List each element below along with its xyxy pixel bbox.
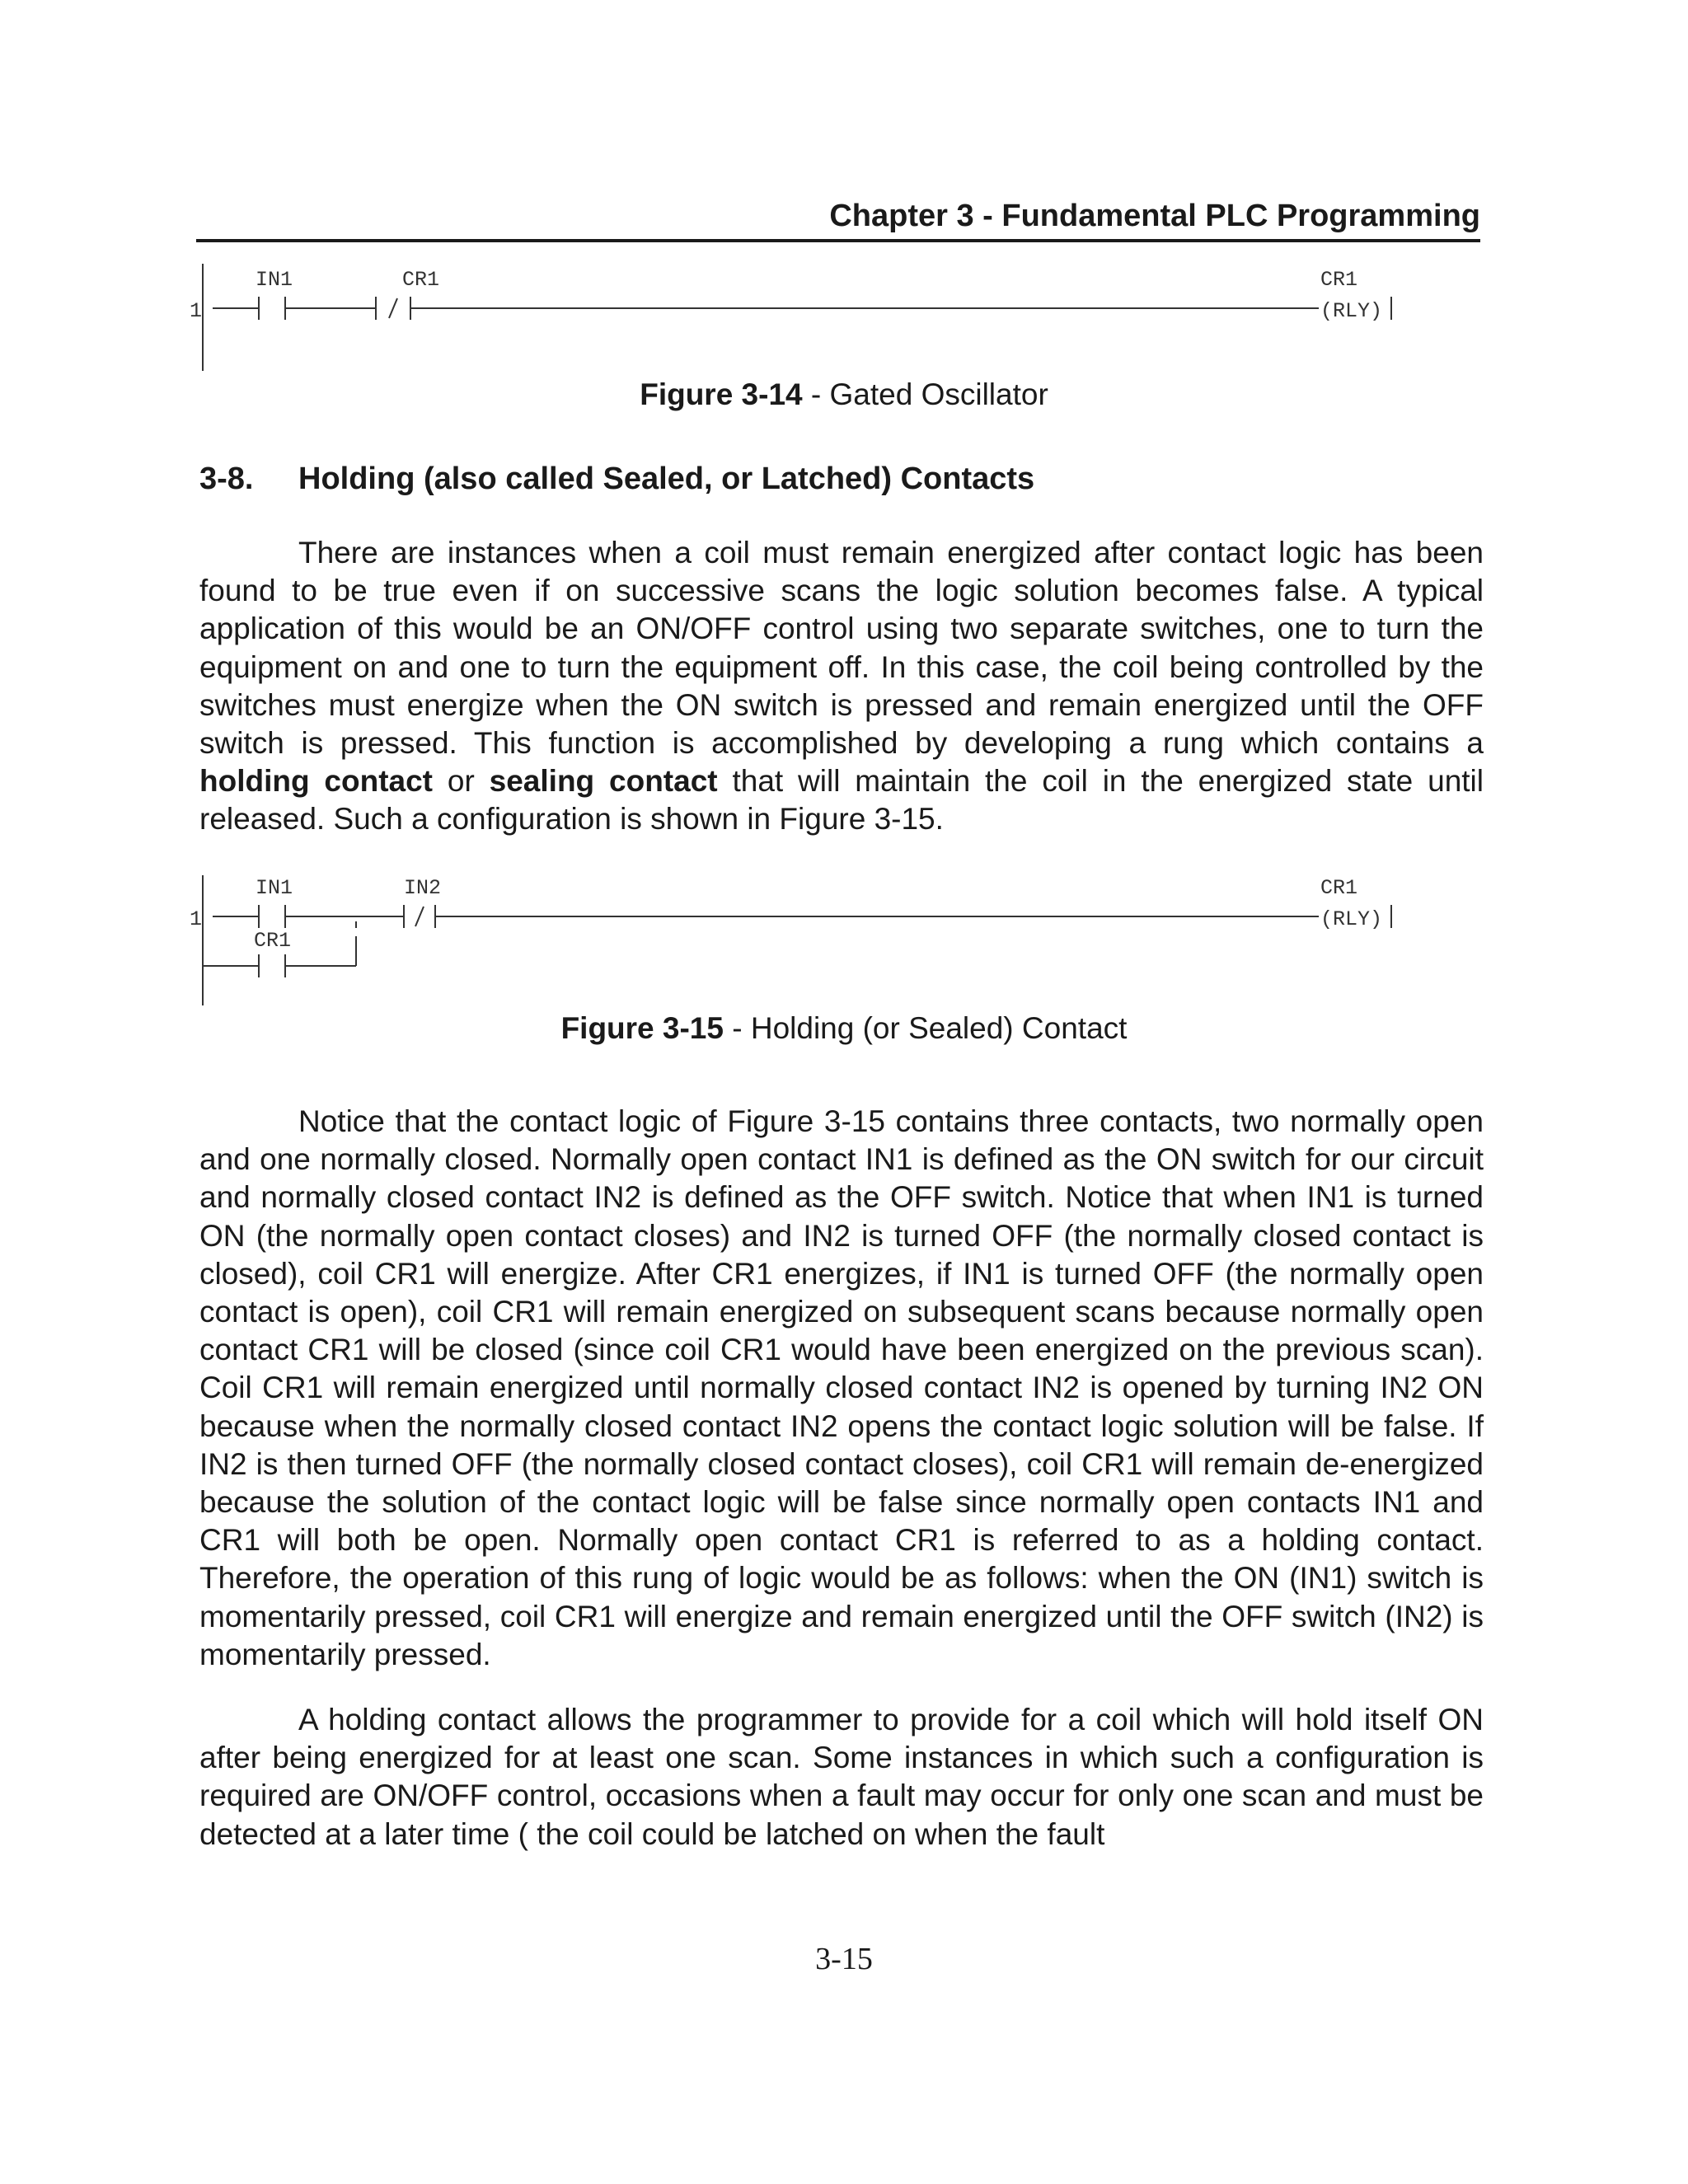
rung-number: 1 <box>190 299 203 323</box>
figure-3-14-caption <box>0 376 1688 414</box>
header-rule <box>196 239 1480 242</box>
paragraph-2: Notice that the contact logic of Figure 3-15 contains three contacts, two normally open and one normally closed. Normally open contact IN1 is defined as the ON switch for our circuit and normally closed contact IN2 is defined as the OFF switch. Notice that when IN1 is turned ON (the normally open contact closes) and IN2 is turned OFF (the normally closed contact is closed), coil CR1 will energize. After CR1 energizes, if IN1 is turned OFF (the normally open contact is open), coil CR1 will remain energized on subsequent scans because normally open contact CR1 will be closed (since coil CR1 would have been energized on the previous scan). Coil CR1 will remain energized until normally closed contact IN2 is opened by turning IN2 ON because when the normally closed contact IN2 opens the contact logic solution will be false. If IN2 is then turned OFF (the normally closed contact closes), coil CR1 will remain de-energized because the solution of the contact logic will be false since normally open contacts IN1 and CR1 will both be open. Normally open contact CR1 is referred to as a holding contact. Therefore, the operation of this rung of logic would be as follows: when the ON (IN1) switch is momentarily pressed, coil CR1 will energize and remain energized until the OFF switch (IN2) is momentarily pressed. <box>199 1104 1484 1671</box>
figure-title: - Gated Oscillator <box>802 377 1048 411</box>
rung-number: 1 <box>190 907 203 931</box>
nc-contact-slash <box>389 298 397 318</box>
coil-label-cr1: CR1 <box>1320 268 1358 292</box>
figure-label: Figure 3-15 <box>560 1011 724 1045</box>
ladder-diagram-fig-3-15 <box>190 872 1484 1012</box>
branch-label-cr1: CR1 <box>254 929 292 953</box>
contact-label-in1: IN1 <box>256 268 293 292</box>
paragraph-1 <box>199 534 1484 839</box>
chapter-header: Chapter 3 - Fundamental PLC Programming <box>829 199 1480 233</box>
section-number: 3-8. <box>199 462 254 496</box>
paragraph-3: A holding contact allows the programmer to provide for a coil which will hold itself ON after being energized for at least one scan. Some instances in which such a configuration is required are ON/OFF control, occasions when a fault may occur for only one scan and must be detected at a later time ( the coil could be latched on when the fault <box>199 1703 1484 1851</box>
bold-term: holding contact <box>199 764 434 799</box>
paragraph-text: or <box>433 764 490 799</box>
figure-title: - Holding (or Sealed) Contact <box>723 1011 1128 1045</box>
page-number: 3-15 <box>815 1942 873 1976</box>
contact-label-in1: IN1 <box>256 876 293 900</box>
bold-term: sealing contact <box>489 764 718 799</box>
coil-type: (RLY) <box>1320 907 1383 931</box>
section-title: Holding (also called Sealed, or Latched) Contacts <box>298 462 1035 496</box>
section-heading <box>199 460 1034 498</box>
coil-type: (RLY) <box>1320 299 1383 323</box>
ladder-diagram-fig-3-14 <box>190 264 1484 379</box>
contact-label-cr1: CR1 <box>402 268 440 292</box>
nc-contact-slash <box>415 907 424 926</box>
paragraph-text: There are instances when a coil must remain energized after contact logic has been found to be true even if on successive scans the logic solution becomes false. A typical application of this would be an ON/OFF control using two separate switches, one to turn the equipment on and one to turn the equipment off. In this case, the coil being controlled by the switches must energize when the ON switch is pressed and remain energized until the OFF switch is pressed. This function is accomplished by developing a rung which contains a <box>199 536 1484 761</box>
contact-label-in2: IN2 <box>404 876 442 900</box>
coil-label-cr1: CR1 <box>1320 876 1358 900</box>
paragraph-text: that will maintain the coil in the energized state until released. Such a configuration is shown in Figure 3-15. <box>199 764 1484 837</box>
figure-label: Figure 3-14 <box>640 377 803 411</box>
figure-3-15-caption <box>0 1010 1688 1047</box>
